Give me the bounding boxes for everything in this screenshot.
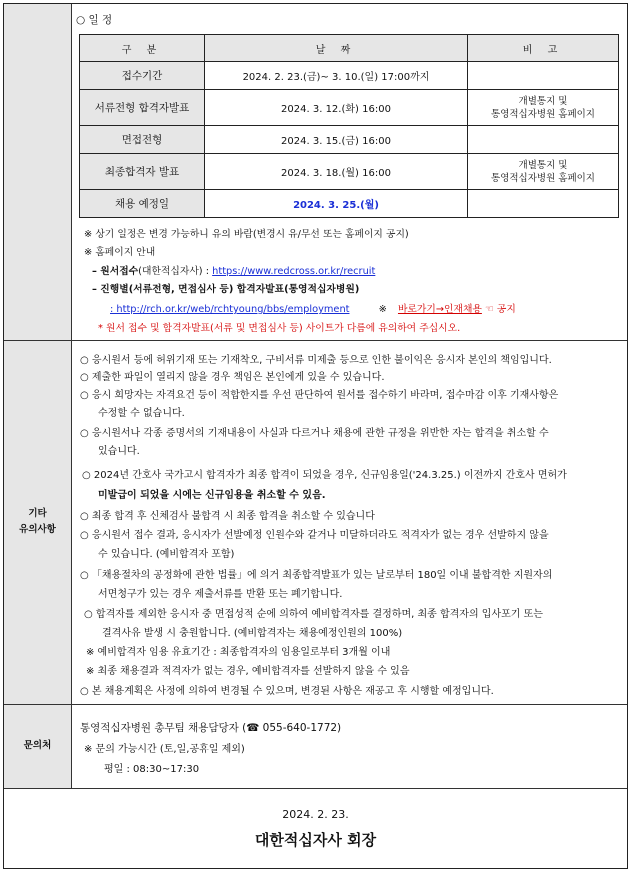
caution-subnote: ※ 최종 채용결과 적격자가 없는 경우, 예비합격자를 선발하지 않을 수 있음: [86, 666, 410, 677]
row-date: 2024. 3. 12.(화) 16:00: [205, 90, 468, 126]
caution-item-cont: 미발급이 되었을 시에는 신규임용을 취소할 수 있음.: [98, 490, 326, 501]
row-date: 2024. 3. 18.(월) 16:00: [205, 154, 468, 190]
contact-line: 통영적십자병원 총무팀 채용담당자 (☎ 055-640-1772): [80, 722, 342, 734]
contact-side-label-text: 문의처: [23, 740, 52, 751]
caution-item: ○ 응시원서나 각종 증명서의 기재내용이 사실과 다르거나 채용에 관한 규정을 위반한 자는 합격을 취소할 수: [80, 428, 549, 439]
row-note: 개별통지 및 통영적십자병원 홈페이지: [468, 154, 619, 190]
result-line: [92, 281, 359, 295]
result-link[interactable]: : http://rch.or.kr/web/rchtyoung/bbs/employment: [110, 304, 350, 315]
divider: [4, 788, 627, 789]
contact-side-label: [4, 704, 72, 788]
site-warning: * 원서 접수 및 합격자발표(서류 및 면접심사 등) 사이트가 다름에 유의하여 주십시오.: [98, 323, 461, 334]
caution-item-nurse: ○ 2024년 간호사 국가고시 합격자가 최종 합격이 되었을 경우, 신규임용일('24.3.25.) 이전까지 간호사 면허가: [82, 470, 567, 481]
caution-item: ○ 응시 희망자는 자격요건 등이 적합한지를 우선 판단하여 원서를 접수하기 바라며, 접수마감 이후 기재사항은: [80, 390, 559, 401]
table-row: [80, 126, 619, 154]
caution-item-cont: 서면청구가 있는 경우 제출서류를 반환 또는 폐기합니다.: [98, 589, 343, 600]
caution-item: ○ 본 채용계획은 사정에 의하여 변경될 수 있으며, 변경된 사항은 재공고 후 시행할 예정입니다.: [80, 686, 494, 697]
apply-link-line: [92, 263, 375, 277]
table-header-row: [80, 35, 619, 62]
apply-link[interactable]: https://www.redcross.or.kr/recruit: [212, 266, 376, 277]
table-row: [80, 90, 619, 126]
schedule-side-cell: [4, 4, 72, 340]
caution-item: ○ 「채용절차의 공정화에 관한 법률」에 의거 최종합격발표가 있는 날로부터 180일 이내 불합격한 지원자의: [80, 570, 553, 581]
caution-subnote: ※ 예비합격자 임용 유효기간 : 최종합격자의 임용일로부터 3개월 이내: [86, 647, 391, 658]
row-note: [468, 62, 619, 90]
shortcut-tail: ☜ 공지: [485, 304, 516, 315]
notice-frame: [3, 3, 628, 869]
caution-item: ○ 합격자를 제외한 응시자 중 면접성적 순에 의하여 예비합격자를 결정하며, 최종 합격자의 입사포기 또는: [84, 609, 543, 620]
caution-item-cont: 결격사유 발생 시 충원합니다. (예비합격자는 채용예정인원의 100%): [102, 628, 403, 639]
issuer-name: 대한적십자사 회장: [254, 831, 377, 849]
divider: [4, 704, 627, 705]
result-label: – 진행별: [92, 284, 129, 295]
header-remark: 비 고: [468, 35, 619, 62]
row-date: 2024. 3. 15.(금) 16:00: [205, 126, 468, 154]
apply-label-mid: (대한적십자사) :: [138, 266, 213, 277]
row-label: 채용 예정일: [80, 190, 205, 218]
header-date: 날 짜: [205, 35, 468, 62]
divider: [4, 340, 627, 341]
schedule-table: [79, 34, 619, 218]
row-label: 면접전형: [80, 126, 205, 154]
result-link-line: [110, 301, 516, 315]
schedule-note: ※ 상기 일정은 변경 가능하니 유의 바람(변경시 유/무선 또는 홈페이지 공지): [84, 229, 409, 240]
row-date: 2024. 2. 23.(금)~ 3. 10.(일) 17:00까지: [205, 62, 468, 90]
notice-date: 2024. 2. 23.: [282, 808, 349, 821]
caution-item: ○ 최종 합격 후 신체검사 불합격 시 최종 합격을 취소할 수 있습니다: [80, 511, 375, 522]
table-row: [80, 62, 619, 90]
row-date-highlight: 2024. 3. 25.(월): [205, 190, 468, 218]
cautions-side-label-2: 유의사항: [19, 524, 56, 535]
caution-item: ○ 응시원서 접수 결과, 응시자가 선발예정 인원수와 같거나 미달하더라도 적격자가 없는 경우 선발하지 않을: [80, 530, 549, 541]
schedule-title: ○ 일 정: [76, 14, 113, 26]
contact-hours-note: ※ 문의 가능시간 (토,일,공휴일 제외): [84, 744, 245, 755]
row-note: 개별통지 및 통영적십자병원 홈페이지: [468, 90, 619, 126]
cautions-side-label-1: 기타: [28, 508, 47, 519]
result-label-rest: (서류전형, 면접심사 등) 합격자발표(통영적십자병원): [128, 284, 360, 295]
caution-item: ○ 응시원서 등에 허위기재 또는 기재착오, 구비서류 미제출 등으로 인한 불이익은 응시자 본인의 책임입니다.: [80, 355, 552, 366]
row-label: 접수기간: [80, 62, 205, 90]
caution-item-cont: 수정할 수 없습니다.: [98, 408, 185, 419]
schedule-note: ※ 홈페이지 안내: [84, 247, 156, 258]
row-label: 최종합격자 발표: [80, 154, 205, 190]
row-label: 서류전형 합격자발표: [80, 90, 205, 126]
header-category: 구 분: [80, 35, 205, 62]
shortcut-link[interactable]: 바로가기→인재채용: [397, 304, 482, 315]
cautions-side-label: [4, 340, 72, 704]
caution-item-cont: 수 있습니다. (예비합격자 포함): [98, 549, 235, 560]
reference-mark: ※: [378, 304, 387, 315]
table-row: [80, 154, 619, 190]
row-note: [468, 126, 619, 154]
contact-hours: 평일 : 08:30~17:30: [104, 764, 200, 775]
table-row: [80, 190, 619, 218]
caution-item: ○ 제출한 파일이 열리지 않을 경우 책임은 본인에게 있을 수 있습니다.: [80, 372, 385, 383]
caution-item-cont: 있습니다.: [98, 446, 140, 457]
row-note: [468, 190, 619, 218]
apply-label: – 원서접수: [92, 266, 139, 277]
